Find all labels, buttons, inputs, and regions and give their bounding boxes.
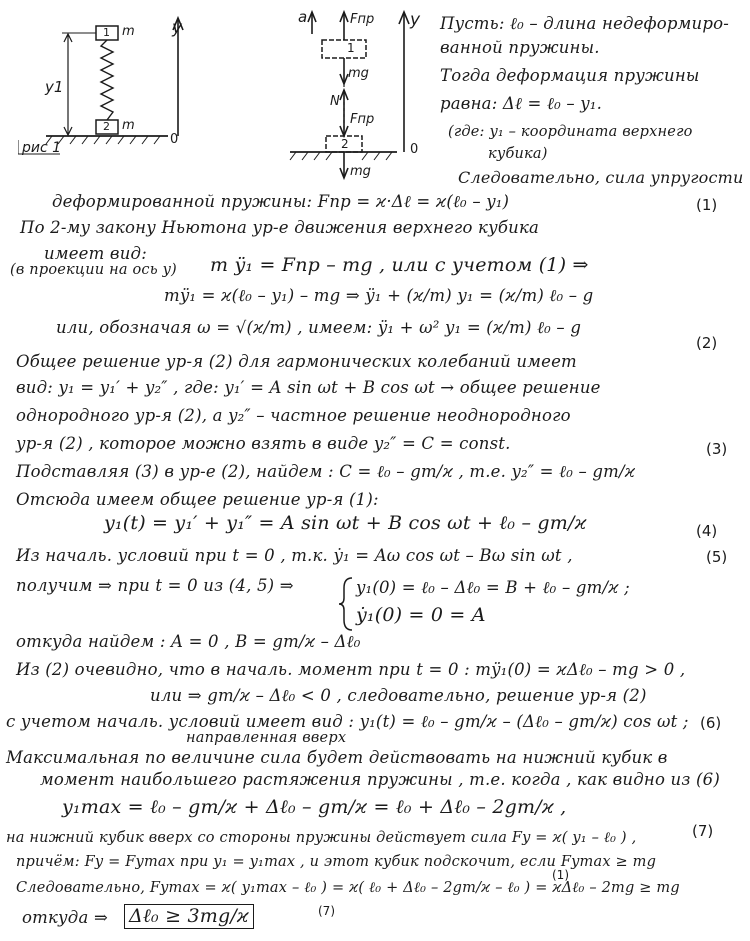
text-line: (в проекции на ось y) (10, 262, 177, 278)
text-line: или ⇒ gm/ϰ – Δℓ₀ < 0 , следовательно, решение ур-я (2) (150, 686, 647, 705)
text-line: Подставляя (3) в ур-е (2), найдем : C = ℓ₀ – gm/ϰ , т.е. y₂″ = ℓ₀ – gm/ϰ (16, 462, 636, 481)
text-line: Из началь. условий при t = 0 , т.к. ẏ₁ = Aω cos ωt – Bω sin ωt , (16, 546, 573, 565)
text-line-note: направленная вверх (186, 730, 347, 746)
equation: mÿ₁ = ϰ(ℓ₀ – y₁) – mg ⇒ ÿ₁ + (ϰ/m) y₁ = (ϰ/m) ℓ₀ – g (164, 286, 594, 305)
text-line: получим ⇒ при t = 0 из (4, 5) ⇒ (16, 576, 294, 595)
eq-number: (7) (692, 822, 714, 840)
eq-number: (4) (696, 522, 718, 540)
fig1-height-label: y1 (45, 78, 64, 96)
text-line: момент наибольшего растяжения пружины , т.е. когда , как видно из (6) (40, 770, 721, 789)
fig1-block-top-number: 1 (103, 26, 110, 39)
text-line: кубика) (488, 146, 548, 162)
system-brace (338, 576, 356, 632)
fig2-vec-mg-bottom: mg (350, 164, 371, 179)
text-line: Следовательно, Fymax = ϰ( y₁max – ℓ₀ ) = ϰ( ℓ₀ + Δℓ₀ – 2gm/ϰ – ℓ₀ ) = ϰΔℓ₀ – 2mg ≥ mg (16, 880, 680, 896)
equation: y₁(0) = ℓ₀ – Δℓ₀ = B + ℓ₀ – gm/ϰ ; (356, 578, 630, 597)
text-line: откуда найдем : A = 0 , B = gm/ϰ – Δℓ₀ (16, 632, 361, 651)
fig2-vec-a: a (298, 8, 308, 26)
text-line: откуда ⇒ (22, 908, 108, 927)
equation: y₁(t) = y₁′ + y₁″ = A sin ωt + B cos ωt + ℓ₀ – gm/ϰ (104, 512, 587, 534)
fig2-axis-y: y (410, 10, 421, 30)
text-line: Общее решение ур-я (2) для гармонических колебаний имеет (16, 352, 577, 371)
text-line: Пусть: ℓ₀ – длина недеформиро- (440, 14, 730, 33)
fig2-vec-fpr-top: Fпр (350, 12, 375, 27)
fig1-axis-y: y (172, 18, 183, 38)
eq-number: (1) (552, 868, 569, 882)
fig2-vec-fpr-bottom: Fпр (350, 112, 375, 127)
eq-number: (5) (706, 548, 728, 566)
fig1-block-bottom-number: 2 (103, 120, 110, 133)
equation: y₁max = ℓ₀ – gm/ϰ + Δℓ₀ – gm/ϰ = ℓ₀ + Δℓ₀ – 2gm/ϰ , (62, 796, 567, 818)
text-line: (где: y₁ – координата верхнего (448, 124, 693, 140)
fig2-block-top-number: 1 (347, 41, 355, 55)
text-line: с учетом началь. условий имеет вид : y₁(t) = ℓ₀ – gm/ϰ – (Δℓ₀ – gm/ϰ) cos ωt ; (6, 712, 689, 731)
text-line: Отсюда имеем общее решение ур-я (1): (16, 490, 379, 509)
fig2-vec-mg-top: mg (348, 66, 369, 81)
text-line: равна: Δℓ = ℓ₀ – y₁. (440, 94, 603, 113)
text-line: Из (2) очевидно, что в началь. момент при t = 0 : mÿ₁(0) = ϰΔℓ₀ – mg > 0 , (16, 660, 686, 679)
figure-2 (282, 4, 432, 184)
eq-number: (1) (696, 196, 718, 214)
text-line: По 2-му закону Ньютона ур-е движения верхнего кубика (20, 218, 540, 237)
text-line: деформированной пружины: Fпр = ϰ·Δℓ = ϰ(ℓ₀ – y₁) (52, 192, 510, 211)
text-line: Следовательно, сила упругости (458, 168, 744, 187)
text-line: Тогда деформация пружины (440, 66, 700, 85)
eq-number: (7) (318, 904, 335, 918)
fig1-block-bottom-mass: m (122, 118, 135, 133)
fig2-vec-n: N (330, 94, 340, 109)
eq-number: (3) (706, 440, 728, 458)
text-line: причём: Fy = Fymax при y₁ = y₁max , и этот кубик подскочит, если Fymax ≥ mg (16, 854, 657, 870)
text-line: ур-я (2) , которое можно взять в виде y₂″ = C = const. (16, 434, 511, 453)
text-line: вид: y₁ = y₁′ + y₂″ , где: y₁′ = A sin ωt + B cos ωt → общее решение (16, 378, 601, 397)
eq-number: (6) (700, 714, 722, 732)
eq-number: (2) (696, 334, 718, 352)
answer-box: Δℓ₀ ≥ 3mg/ϰ (124, 904, 254, 929)
fig1-origin: 0 (170, 132, 179, 147)
fig2-block-bottom-number: 2 (341, 137, 349, 151)
equation: m ÿ₁ = Fпр – mg , или с учетом (1) ⇒ (210, 254, 589, 276)
equation: ẏ₁(0) = 0 = A (356, 604, 486, 626)
text-line: Максимальная по величине сила будет действовать на нижний кубик в (6, 748, 668, 767)
fig1-block-top-mass: m (122, 24, 135, 39)
fig1-caption: рис 1 (22, 140, 62, 156)
text-line: на нижний кубик вверх со стороны пружины действует сила Fy = ϰ( y₁ – ℓ₀ ) , (6, 830, 637, 846)
text-line: ванной пружины. (440, 38, 600, 57)
equation: или, обозначая ω = √(ϰ/m) , имеем: ÿ₁ + ω² y₁ = (ϰ/m) ℓ₀ – g (56, 318, 582, 337)
fig2-origin: 0 (410, 142, 419, 157)
text-line: имеет вид: (44, 244, 147, 263)
text-line: однородного ур-я (2), а y₂″ – частное решение неоднородного (16, 406, 571, 425)
